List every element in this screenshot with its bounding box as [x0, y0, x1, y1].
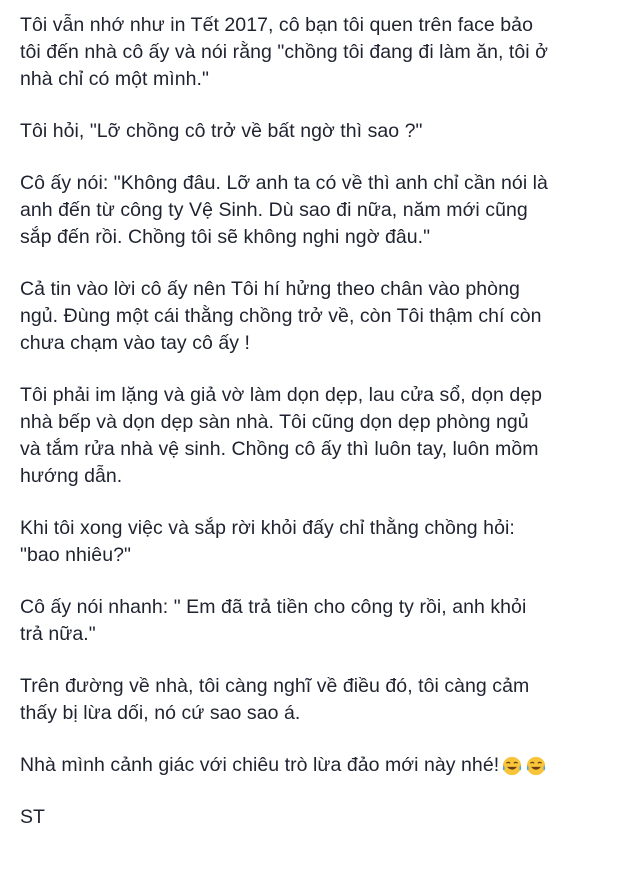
closing-paragraph [20, 752, 620, 779]
signature: ST [20, 806, 46, 828]
tears-of-joy-emoji-icon [501, 755, 523, 777]
text-line: Cô ấy nói: "Không đâu. Lỡ anh ta có về thì anh chỉ cần nói là [20, 172, 548, 194]
paragraph-7 [20, 594, 620, 648]
text-line: nhà chỉ có một mình." [20, 68, 209, 90]
text-line: "bao nhiêu?" [20, 544, 131, 566]
paragraph-6 [20, 515, 620, 569]
paragraph-5 [20, 382, 620, 490]
text-line: thấy bị lừa dối, nó cứ sao sao á. [20, 702, 301, 724]
paragraph-3 [20, 170, 620, 251]
text-line: hướng dẫn. [20, 465, 123, 487]
tears-of-joy-emoji-icon [525, 755, 547, 777]
closing-text: Nhà mình cảnh giác với chiêu trò lừa đảo mới này nhé! [20, 754, 500, 776]
text-line: trả nữa." [20, 623, 96, 645]
text-line: Tôi phải im lặng và giả vờ làm dọn dẹp, lau cửa sổ, dọn dẹp [20, 384, 543, 406]
text-line: Tôi vẫn nhớ như in Tết 2017, cô bạn tôi quen trên face bảo [20, 14, 533, 36]
text-line: tôi đến nhà cô ấy và nói rằng "chồng tôi đang đi làm ăn, tôi ở [20, 41, 548, 63]
text-line: Trên đường về nhà, tôi càng nghĩ về điều đó, tôi càng cảm [20, 675, 530, 697]
paragraph-1 [20, 12, 620, 93]
text-line: Cả tin vào lời cô ấy nên Tôi hí hửng theo chân vào phòng [20, 278, 520, 300]
paragraph-4 [20, 276, 620, 357]
paragraph-2 [20, 118, 620, 145]
text-line: Cô ấy nói nhanh: " Em đã trả tiền cho công ty rồi, anh khỏi [20, 596, 527, 618]
text-line: và tắm rửa nhà vệ sinh. Chồng cô ấy thì luôn tay, luôn mồm [20, 438, 539, 460]
text-line: chưa chạm vào tay cô ấy ! [20, 332, 250, 354]
text-line: anh đến từ công ty Vệ Sinh. Dù sao đi nữa, năm mới cũng [20, 199, 528, 221]
text-line: ngủ. Đùng một cái thằng chồng trở về, còn Tôi thậm chí còn [20, 305, 542, 327]
text-line: sắp đến rồi. Chồng tôi sẽ không nghi ngờ đâu." [20, 226, 431, 248]
text-line: nhà bếp và dọn dẹp sàn nhà. Tôi cũng dọn dẹp phòng ngủ [20, 411, 529, 433]
paragraph-8 [20, 673, 620, 727]
text-line: Tôi hỏi, "Lỡ chồng cô trở về bất ngờ thì sao ?" [20, 120, 423, 142]
text-line: Khi tôi xong việc và sắp rời khỏi đấy chỉ thằng chồng hỏi: [20, 517, 515, 539]
post-body [20, 12, 620, 831]
